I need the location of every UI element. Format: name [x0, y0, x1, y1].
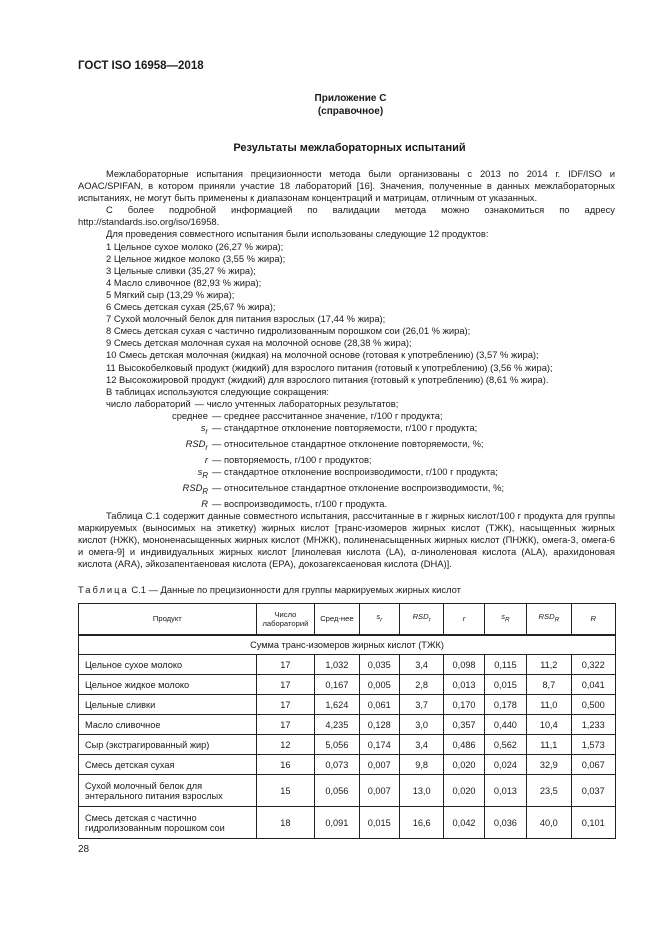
value-cell: 0,015	[484, 675, 526, 695]
body-text	[78, 168, 615, 571]
abbreviation-term: число лабораторий	[106, 397, 191, 409]
product-cell: Цельное жидкое молоко	[79, 675, 257, 695]
value-cell: 10,4	[527, 715, 571, 735]
value-cell: 0,007	[359, 755, 399, 775]
table-row	[79, 675, 616, 695]
product-cell: Масло сливочное	[79, 715, 257, 735]
column-header: $RSD_r$	[399, 604, 443, 636]
value-cell: 2,8	[399, 675, 443, 695]
value-cell: 0,013	[444, 675, 484, 695]
standard-header: ГОСТ ISO 16958—2018	[78, 60, 204, 72]
product-list	[78, 241, 615, 398]
value-cell: 17	[256, 695, 315, 715]
value-cell: 0,067	[571, 755, 615, 775]
value-cell: 18	[256, 807, 315, 839]
product-cell: Сухой молочный белок для энтерального питания взрослых	[79, 775, 257, 807]
table-row	[79, 755, 616, 775]
value-cell: 9,8	[399, 755, 443, 775]
column-header: r	[444, 604, 484, 636]
value-cell: 0,322	[571, 655, 615, 675]
caption-text: С.1 — Данные по прецизионности для группы маркируемых жирных кислот	[128, 584, 461, 595]
value-cell: 0,042	[444, 807, 484, 839]
value-cell: 11,0	[527, 695, 571, 715]
value-cell: 0,061	[359, 695, 399, 715]
abbreviation-def: — относительное стандартное отклонение повторяемости, %;	[212, 437, 484, 449]
abbreviation-row	[78, 498, 615, 510]
abbreviation-def: — относительное стандартное отклонение воспроизводимости, %;	[212, 481, 505, 493]
table-body	[79, 655, 616, 839]
paragraph: С более подробной информацией по валидации метода можно ознакомиться по адресу http://standards.iso.org/iso/16958.	[78, 204, 615, 228]
paragraph: Межлабораторные испытания прецизионности метода были организованы с 2013 по 2014 г. IDF/ISO и AOAC/SPIFAN, в котором приняли участие 18 лабораторий [16]. Значения, полученные в данных межлабораторных испытаниях, не могут быть применены к диапазонам концентраций и матрицам, отличным от указанных.	[78, 168, 615, 204]
value-cell: 8,7	[527, 675, 571, 695]
value-cell: 11,2	[527, 655, 571, 675]
value-cell: 1,573	[571, 735, 615, 755]
list-item: 4 Масло сливочное (82,93 % жира);	[106, 276, 262, 288]
list-item: 6 Смесь детская сухая (25,67 % жира);	[106, 301, 276, 313]
value-cell: 3,7	[399, 695, 443, 715]
value-cell: 0,020	[444, 755, 484, 775]
abbreviation-def: — стандартное отклонение повторяемости, г/100 г продукта;	[212, 421, 478, 433]
list-item: 12 Высокожировой продукт (жидкий) для взрослого питания (готовый к употреблению) (8,61 % жира).	[106, 373, 549, 385]
value-cell: 0,128	[359, 715, 399, 735]
group-label: Сумма транс-изомеров жирных кислот (ТЖК)	[79, 635, 616, 655]
list-item: 2 Цельное жидкое молоко (3,55 % жира);	[106, 252, 286, 264]
annex-heading	[0, 92, 661, 118]
abbreviation-term: $RSD_r$	[185, 437, 208, 452]
abbreviation-def: — воспроизводимость, г/100 г продукта.	[212, 497, 388, 509]
value-cell: 0,562	[484, 735, 526, 755]
value-cell: 0,024	[484, 755, 526, 775]
column-header: $s_r$	[359, 604, 399, 636]
abbreviation-term: R	[201, 497, 208, 509]
table-row	[79, 775, 616, 807]
table-row	[79, 655, 616, 675]
value-cell: 1,233	[571, 715, 615, 735]
value-cell: 4,235	[315, 715, 359, 735]
abbreviation-row	[78, 466, 615, 482]
product-cell: Смесь детская с частично гидролизованным порошком сои	[79, 807, 257, 839]
value-cell: 0,013	[484, 775, 526, 807]
value-cell: 15	[256, 775, 315, 807]
column-header: $RSD_R$	[527, 604, 571, 636]
abbreviation-row	[78, 482, 615, 498]
value-cell: 0,037	[571, 775, 615, 807]
abbreviation-def: — повторяемость, г/100 г продуктов;	[212, 453, 372, 465]
abbreviation-def: — стандартное отклонение воспроизводимости, г/100 г продукта;	[212, 466, 498, 477]
abbreviation-list	[78, 398, 615, 510]
value-cell: 0,440	[484, 715, 526, 735]
value-cell: 17	[256, 655, 315, 675]
value-cell: 0,015	[359, 807, 399, 839]
value-cell: 0,098	[444, 655, 484, 675]
value-cell: 0,500	[571, 695, 615, 715]
column-header: Число лабораторий	[256, 604, 315, 636]
value-cell: 16,6	[399, 807, 443, 839]
value-cell: 32,9	[527, 755, 571, 775]
table-group-row	[79, 635, 616, 655]
list-item: 9 Смесь детская молочная сухая на молочной основе (28,38 % жира);	[106, 337, 412, 349]
precision-table	[78, 603, 616, 839]
value-cell: 17	[256, 675, 315, 695]
abbreviation-term: $s_R$	[197, 466, 208, 480]
value-cell: 3,4	[399, 735, 443, 755]
list-item: 8 Смесь детская сухая с частично гидролизованным порошком сои (26,01 % жира);	[106, 325, 471, 337]
list-item: 11 Высокобелковый продукт (жидкий) для взрослого питания (готовый к употреблению) (3,56 % жира);	[106, 361, 553, 373]
table-header-row	[79, 604, 616, 636]
value-cell: 0,115	[484, 655, 526, 675]
abbreviation-def: — число учтенных лабораторных результатов;	[194, 397, 399, 409]
value-cell: 0,167	[315, 675, 359, 695]
table-row	[79, 715, 616, 735]
section-title: Результаты межлабораторных испытаний	[233, 142, 466, 154]
abbreviation-term: $RSD_R$	[182, 481, 208, 496]
abbreviation-def: — среднее рассчитанное значение, г/100 г продукта;	[212, 409, 443, 421]
product-cell: Цельное сухое молоко	[79, 655, 257, 675]
list-item: 3 Цельные сливки (35,27 % жира);	[106, 264, 256, 276]
value-cell: 0,091	[315, 807, 359, 839]
value-cell: 1,624	[315, 695, 359, 715]
value-cell: 0,020	[444, 775, 484, 807]
table-caption	[78, 584, 461, 595]
value-cell: 0,036	[484, 807, 526, 839]
value-cell: 0,170	[444, 695, 484, 715]
abbreviation-term: r	[204, 453, 208, 465]
annex-title: Приложение С	[314, 93, 387, 104]
value-cell: 3,4	[399, 655, 443, 675]
value-cell: 0,073	[315, 755, 359, 775]
value-cell: 0,101	[571, 807, 615, 839]
value-cell: 0,174	[359, 735, 399, 755]
value-cell: 16	[256, 755, 315, 775]
paragraph: Для проведения совместного испытания были использованы следующие 12 продуктов:	[106, 228, 489, 240]
abbreviation-row	[78, 398, 615, 410]
value-cell: 0,056	[315, 775, 359, 807]
product-cell: Цельные сливки	[79, 695, 257, 715]
list-item: 1 Цельное сухое молоко (26,27 % жира);	[106, 240, 284, 252]
column-header: R	[571, 604, 615, 636]
annex-subtitle: (справочное)	[317, 106, 384, 117]
list-item: 10 Смесь детская молочная (жидкая) на молочной основе (готовая к употреблению) (3,57 % жира);	[106, 349, 539, 361]
value-cell: 0,005	[359, 675, 399, 695]
abbreviation-term: среднее	[172, 409, 208, 421]
product-cell: Смесь детская сухая	[79, 755, 257, 775]
value-cell: 0,041	[571, 675, 615, 695]
abbreviations-intro: В таблицах используются следующие сокращения:	[106, 385, 329, 397]
product-cell: Сыр (экстрагированный жир)	[79, 735, 257, 755]
column-header: $s_R$	[484, 604, 526, 636]
abbreviation-row	[78, 410, 615, 422]
caption-label: Таблица	[78, 584, 129, 595]
abbreviation-term: $s_r$	[200, 421, 208, 436]
value-cell: 17	[256, 715, 315, 735]
column-header: Продукт	[79, 604, 257, 636]
value-cell: 12	[256, 735, 315, 755]
page-number: 28	[78, 844, 90, 855]
paragraph: Таблица С.1 содержит данные совместного испытания, рассчитанные в г жирных кислот/100 г продукта для группы маркируемых (выносимых на этикетку) жирных кислот [транс-изомеров жирных кислот (ТЖК), насыщенных жирных кислот (НЖК), мононенасыщенных жирных кислот (МНЖК), полиненасыщенных жирных кислот (ПНЖК), омега-3, омега-6 и омега-9] и индивидуальных жирных кислот [линолевая кислота (LA), α-линоленовая кислота (ALA), арахидоновая кислота (ARA), эйкозапентаеновая кислота (EPA), докозагексаеновая кислота (DHA)].	[78, 510, 615, 570]
table-row	[79, 695, 616, 715]
abbreviation-row	[78, 438, 615, 454]
value-cell: 23,5	[527, 775, 571, 807]
value-cell: 3,0	[399, 715, 443, 735]
value-cell: 11,1	[527, 735, 571, 755]
value-cell: 0,178	[484, 695, 526, 715]
table-row	[79, 735, 616, 755]
abbreviation-row	[78, 422, 615, 438]
value-cell: 1,032	[315, 655, 359, 675]
list-item: 5 Мягкий сыр (13,29 % жира);	[106, 288, 235, 300]
value-cell: 0,357	[444, 715, 484, 735]
value-cell: 13,0	[399, 775, 443, 807]
value-cell: 40,0	[527, 807, 571, 839]
list-item: 7 Сухой молочный белок для питания взрослых (17,44 % жира);	[106, 313, 386, 325]
table-row	[79, 807, 616, 839]
value-cell: 5,056	[315, 735, 359, 755]
column-header: Сред-нее	[315, 604, 359, 636]
value-cell: 0,486	[444, 735, 484, 755]
value-cell: 0,007	[359, 775, 399, 807]
abbreviation-row	[78, 454, 615, 466]
value-cell: 0,035	[359, 655, 399, 675]
